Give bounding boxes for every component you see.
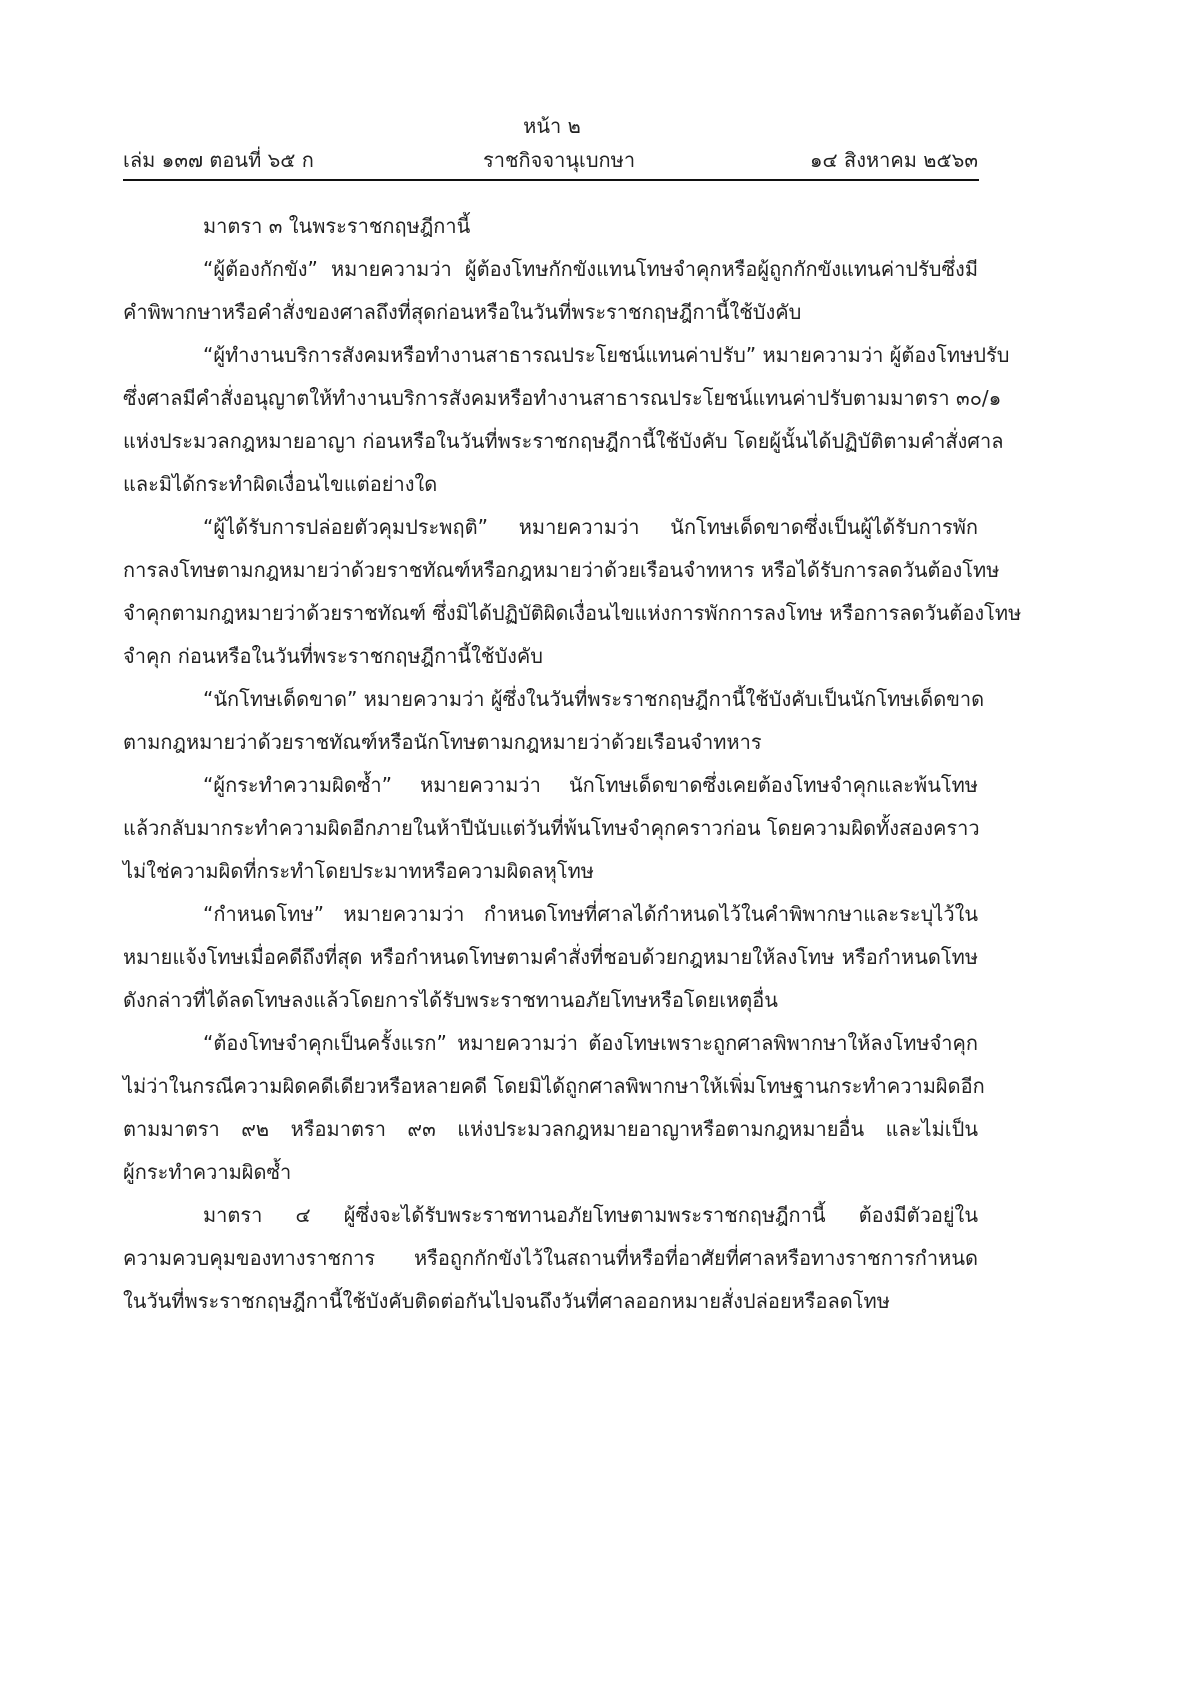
paragraph (123, 764, 978, 893)
paragraph (123, 506, 1022, 678)
text-line: “ผู้กระทำความผิดซ้ำ” หมายความว่า นักโทษเด็ดขาดซึ่งเคยต้องโทษจำคุกและพ้นโทษ (203, 773, 978, 797)
document-body (123, 205, 1022, 1323)
volume-issue: เล่ม ๑๓๗ ตอนที่ ๖๕ ก (123, 148, 314, 172)
text-line: มาตรา ๔ ผู้ซึ่งจะได้รับพระราชทานอภัยโทษตามพระราชกฤษฎีกานี้ ต้องมีตัวอยู่ใน (203, 1203, 978, 1227)
text-line: “ผู้ได้รับการปล่อยตัวคุมประพฤติ” หมายความว่า นักโทษเด็ดขาดซึ่งเป็นผู้ได้รับการพัก (203, 515, 978, 539)
paragraph (123, 248, 978, 334)
paragraph (123, 1022, 985, 1194)
text-line: มาตรา ๓ ในพระราชกฤษฎีกานี้ (203, 214, 471, 238)
text-line: คำพิพากษาหรือคำสั่งของศาลถึงที่สุดก่อนหรือในวันที่พระราชกฤษฎีกานี้ใช้บังคับ (123, 300, 802, 324)
text-line: ตามมาตรา ๙๒ หรือมาตรา ๙๓ แห่งประมวลกฎหมายอาญาหรือตามกฎหมายอื่น และไม่เป็น (123, 1117, 978, 1141)
paragraph (123, 205, 978, 248)
paragraph (123, 334, 1010, 506)
text-line: “ผู้ทำงานบริการสังคมหรือทำงานสาธารณประโยชน์แทนค่าปรับ” หมายความว่า ผู้ต้องโทษปรับ (203, 343, 1010, 367)
text-line: ในวันที่พระราชกฤษฎีกานี้ใช้บังคับติดต่อกันไปจนถึงวันที่ศาลออกหมายสั่งปล่อยหรือลดโทษ (123, 1289, 890, 1313)
text-line: แห่งประมวลกฎหมายอาญา ก่อนหรือในวันที่พระราชกฤษฎีกานี้ใช้บังคับ โดยผู้นั้นได้ปฏิบัติตามคำสั่งศาล (123, 429, 1004, 453)
text-line: หมายแจ้งโทษเมื่อคดีถึงที่สุด หรือกำหนดโทษตามคำสั่งที่ชอบด้วยกฎหมายให้ลงโทษ หรือกำหนดโทษ (123, 945, 978, 969)
header-rule (123, 179, 979, 181)
text-line: ความควบคุมของทางราชการ หรือถูกกักขังไว้ในสถานที่หรือที่อาศัยที่ศาลหรือทางราชการกำหนด (123, 1246, 978, 1270)
publication-title: ราชกิจจานุเบกษา (483, 148, 636, 172)
text-line: จำคุกตามกฎหมายว่าด้วยราชทัณฑ์ ซึ่งมิได้ปฏิบัติผิดเงื่อนไขแห่งการพักการลงโทษ หรือการลดวันต้องโทษ (123, 601, 1022, 625)
text-line: “ต้องโทษจำคุกเป็นครั้งแรก” หมายความว่า ต้องโทษเพราะถูกศาลพิพากษาให้ลงโทษจำคุก (203, 1031, 978, 1055)
text-line: ไม่ใช่ความผิดที่กระทำโดยประมาทหรือความผิดลหุโทษ (123, 859, 594, 883)
text-line: “กำหนดโทษ” หมายความว่า กำหนดโทษที่ศาลได้กำหนดไว้ในคำพิพากษาและระบุไว้ใน (203, 902, 978, 926)
paragraph (123, 1194, 978, 1323)
text-line: ตามกฎหมายว่าด้วยราชทัณฑ์หรือนักโทษตามกฎหมายว่าด้วยเรือนจำทหาร (123, 730, 762, 754)
page-number: หน้า ๒ (523, 114, 581, 138)
text-line: ไม่ว่าในกรณีความผิดคดีเดียวหรือหลายคดี โดยมิได้ถูกศาลพิพากษาให้เพิ่มโทษฐานกระทำความผิดอีก (123, 1074, 985, 1098)
text-line: ดังกล่าวที่ได้ลดโทษลงแล้วโดยการได้รับพระราชทานอภัยโทษหรือโดยเหตุอื่น (123, 988, 778, 1012)
text-line: แล้วกลับมากระทำความผิดอีกภายในห้าปีนับแต่วันที่พ้นโทษจำคุกคราวก่อน โดยความผิดทั้งสองคราว (123, 816, 980, 840)
paragraph (123, 893, 978, 1022)
gazette-header (123, 144, 978, 174)
text-line: ซึ่งศาลมีคำสั่งอนุญาตให้ทำงานบริการสังคมหรือทำงานสาธารณประโยชน์แทนค่าปรับตามมาตรา ๓๐/๑ (123, 386, 1002, 410)
text-line: “นักโทษเด็ดขาด” หมายความว่า ผู้ซึ่งในวันที่พระราชกฤษฎีกานี้ใช้บังคับเป็นนักโทษเด็ดขาด (203, 687, 985, 711)
paragraph (123, 678, 985, 764)
text-line: และมิได้กระทำผิดเงื่อนไขแต่อย่างใด (123, 472, 438, 496)
text-line: การลงโทษตามกฎหมายว่าด้วยราชทัณฑ์หรือกฎหมายว่าด้วยเรือนจำทหาร หรือได้รับการลดวันต้องโทษ (123, 558, 1000, 582)
text-line: “ผู้ต้องกักขัง” หมายความว่า ผู้ต้องโทษกักขังแทนโทษจำคุกหรือผู้ถูกกักขังแทนค่าปรับซึ่งมี (203, 257, 978, 281)
text-line: ผู้กระทำความผิดซ้ำ (123, 1160, 292, 1184)
text-line: จำคุก ก่อนหรือในวันที่พระราชกฤษฎีกานี้ใช้บังคับ (123, 644, 543, 668)
publication-date: ๑๔ สิงหาคม ๒๕๖๓ (809, 148, 978, 172)
